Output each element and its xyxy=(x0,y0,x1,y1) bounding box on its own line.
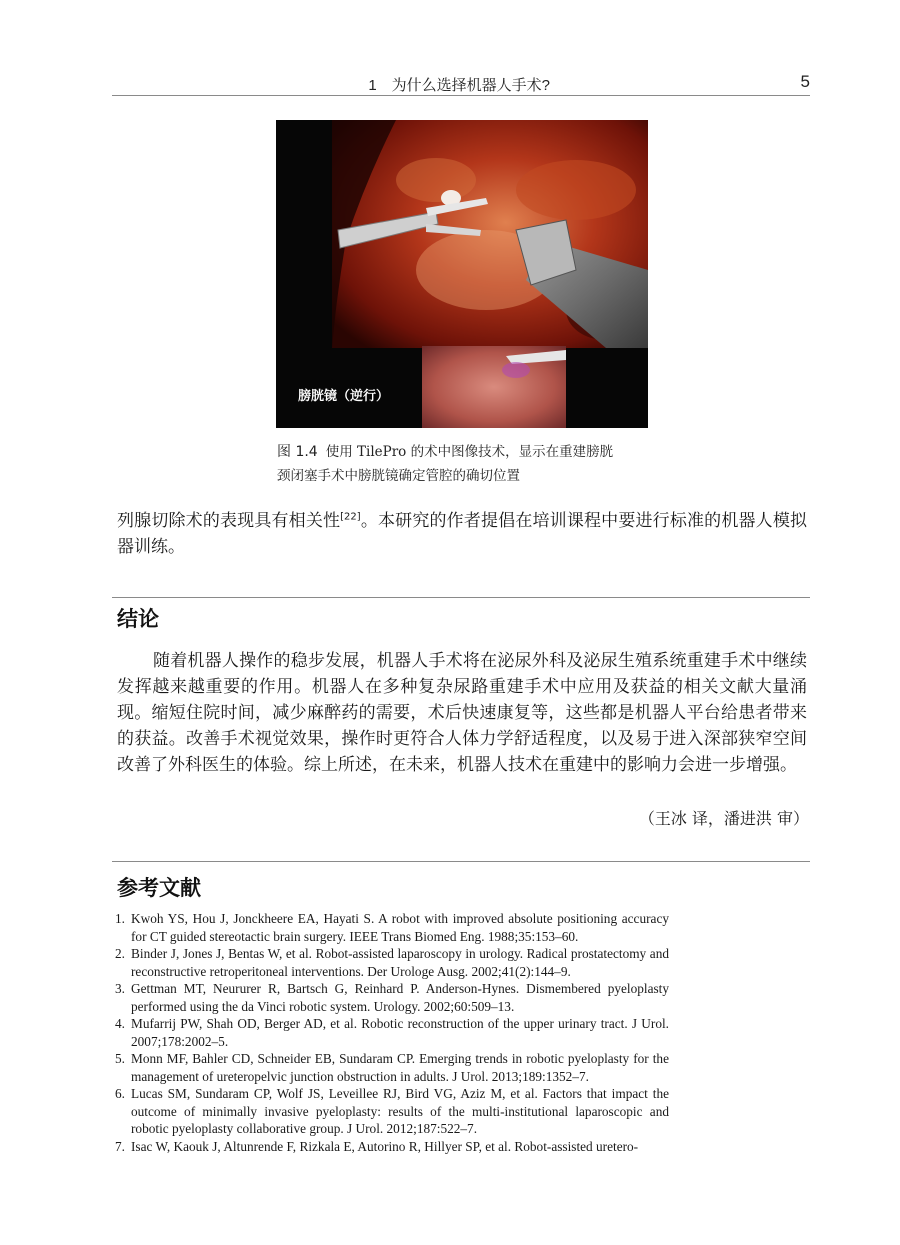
reference-item xyxy=(117,980,669,1015)
conclusion-heading: 结论 xyxy=(117,607,159,631)
reference-number: 6. xyxy=(115,1086,125,1101)
reference-item xyxy=(117,1050,669,1085)
figure-caption-line2: 颈闭塞手术中膀胱镜确定管腔的确切位置 xyxy=(277,468,520,484)
conclusion-paragraph: 随着机器人操作的稳步发展，机器人手术将在泌尿外科及泌尿生殖系统重建手术中继续发挥越来越重要的作用。机器人在多种复杂尿路重建手术中应用及获益的相关文献大量涌现。缩短住院时间，减少麻醉药的需要，术后快速康复等，这些都是机器人平台给患者带来的获益。改善手术视觉效果，操作时更符合人体力学舒适程度，以及易于进入深部狭窄空间改善了外科医生的体验。综上所述，在未来，机器人技术在重建中的影响力会进一步增强。 xyxy=(117,651,807,775)
reference-number: 1. xyxy=(115,911,125,926)
page-number: 5 xyxy=(800,72,810,91)
citation-ref: [22] xyxy=(340,511,361,523)
reference-number: 4. xyxy=(115,1016,125,1031)
continuation-text-after: 。本研究的作者提倡在培训课程中要进行标准的机器人模拟器训练。 xyxy=(117,511,807,557)
section-rule xyxy=(112,597,810,598)
reference-number: 7. xyxy=(115,1138,125,1154)
references-heading: 参考文献 xyxy=(117,876,201,900)
reference-number: 3. xyxy=(115,981,125,996)
reference-text: Isac W, Kaouk J, Altunrende F, Rizkala E, Autorino R, Hillyer SP, et al. Robot-assisted uretero- xyxy=(131,1138,639,1154)
inset-label: 膀胱镜（逆行） xyxy=(298,389,390,404)
reference-text: Gettman MT, Neururer R, Bartsch G, Reinhard P. Anderson-Hynes. Dismembered pyeloplasty performed using the da Vinci robotic system. Urology. 2002;60:509–13. xyxy=(131,981,669,1014)
reference-item xyxy=(117,910,669,945)
reference-item xyxy=(117,1138,669,1156)
figure-caption xyxy=(277,440,677,488)
reference-item xyxy=(117,1085,669,1138)
surgical-figure xyxy=(276,120,648,428)
reference-text: Mufarrij PW, Shah OD, Berger AD, et al. Robotic reconstruction of the upper urinary tract. J Urol. 2007;178:2002–5. xyxy=(131,1016,669,1049)
reference-text: Kwoh YS, Hou J, Jonckheere EA, Hayati S. A robot with improved absolute positioning accuracy for CT guided stereotactic brain surgery. IEEE Trans Biomed Eng. 1988;35:153–60. xyxy=(131,911,669,944)
figure-caption-line1: 使用 TilePro 的术中图像技术，显示在重建膀胱 xyxy=(325,444,614,460)
reference-text: Binder J, Jones J, Bentas W, et al. Robot-assisted laparoscopy in urology. Radical prostatectomy and reconstructive retroperitoneal interventions. Der Urologe Ausg. 2002;41(2):144–9. xyxy=(131,946,669,979)
reference-text: Monn MF, Bahler CD, Schneider EB, Sundaram CP. Emerging trends in robotic pyeloplasty for the management of ureteropelvic junction obstruction in adults. J Urol. 2013;189:1352–7. xyxy=(131,1051,669,1084)
references-rule xyxy=(112,861,810,862)
reference-number: 2. xyxy=(115,946,125,961)
continuation-text-before: 列腺切除术的表现具有相关性 xyxy=(117,511,341,531)
header-rule xyxy=(112,95,810,96)
reference-item xyxy=(117,1015,669,1050)
running-header xyxy=(112,74,810,96)
surgical-image xyxy=(276,120,648,428)
reference-number: 5. xyxy=(115,1051,125,1066)
reference-text: Lucas SM, Sundaram CP, Wolf JS, Leveillee RJ, Bird VG, Aziz M, et al. Factors that impact the outcome of minimally invasive pyeloplasty: results of the multi-institutional laparoscopic and robotic pyeloplasty collaborative group. J Urol. 2012;187:522–7. xyxy=(131,1086,669,1136)
continuation-paragraph xyxy=(117,508,807,560)
figure-caption-label: 图 1.4 xyxy=(277,444,318,460)
references-list xyxy=(117,910,669,1155)
running-title: 1 为什么选择机器人手术? xyxy=(368,77,550,94)
reference-item xyxy=(117,945,669,980)
translator-credit: （王冰 译，潘进洪 审） xyxy=(638,809,809,828)
